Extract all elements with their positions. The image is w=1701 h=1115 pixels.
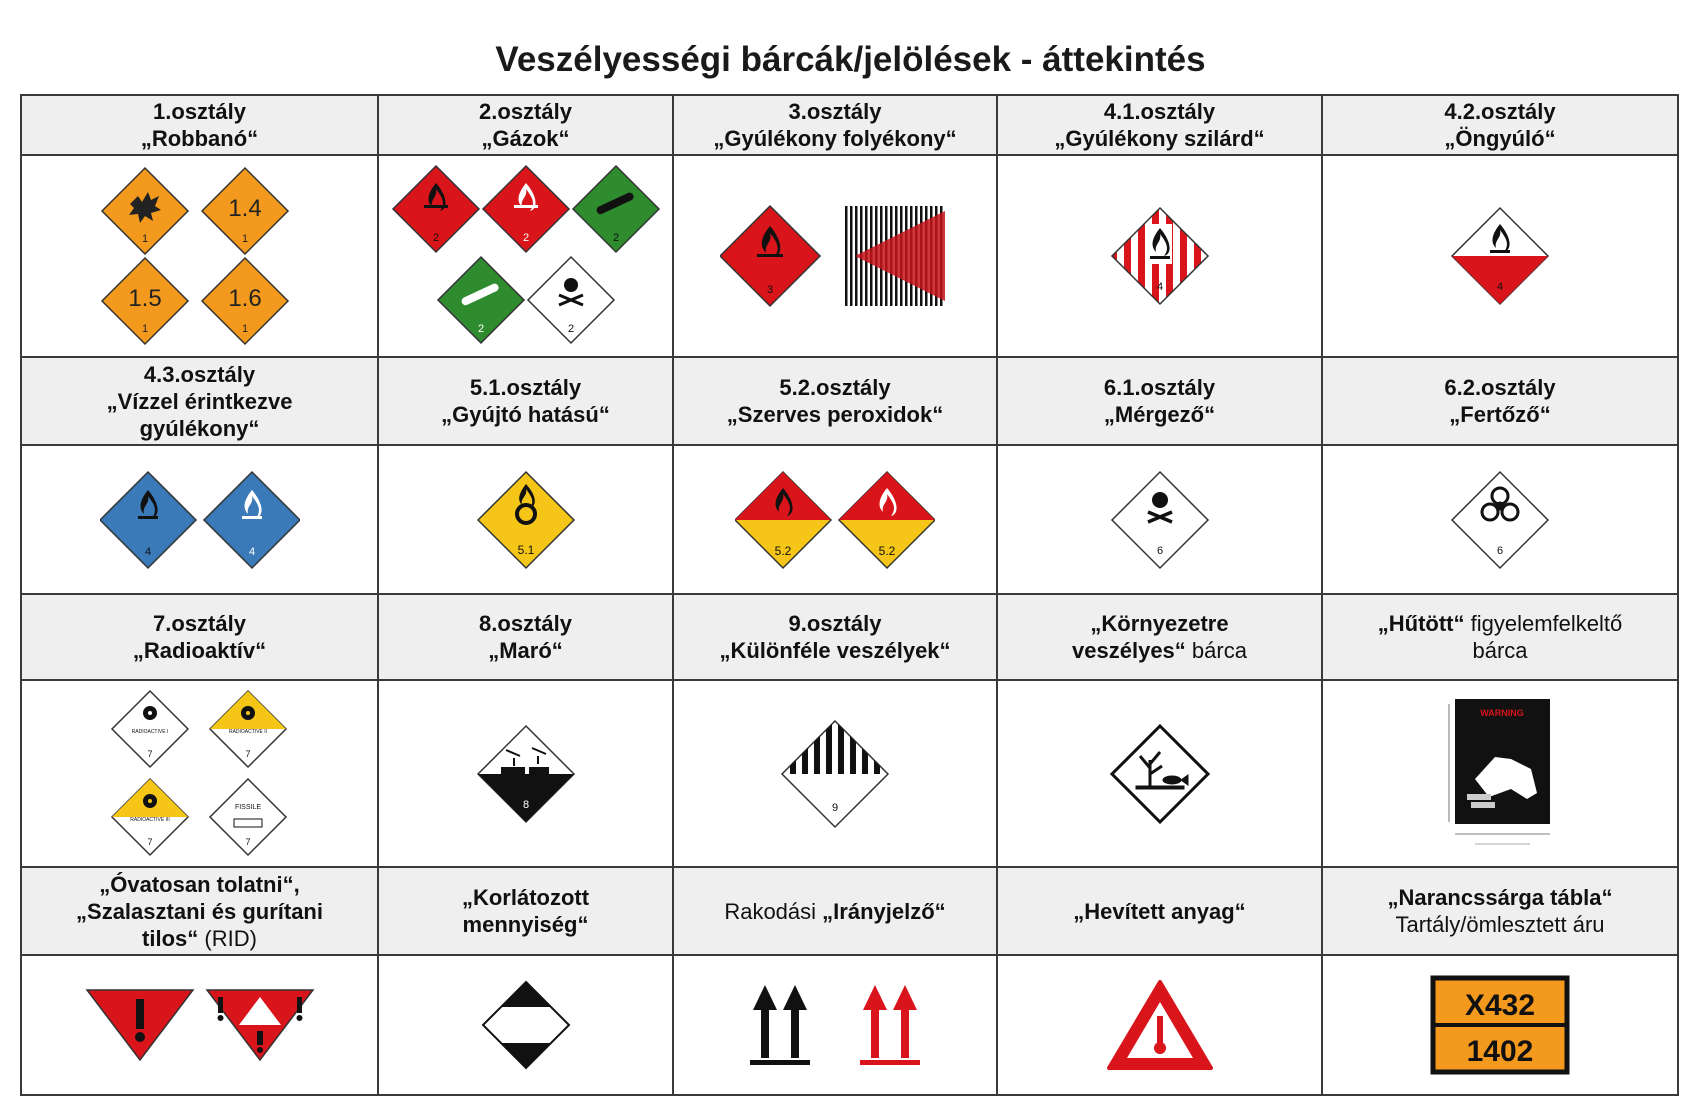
un-number: 1402	[1466, 1035, 1534, 1068]
header-class-6-2: 6.2.osztály „Fertőző“	[1322, 357, 1678, 445]
header-class-4-1: 4.1.osztály „Gyúlékony szilárd“	[997, 95, 1322, 155]
class-4-2-labels	[1322, 155, 1678, 357]
svg-text:1.4: 1.4	[227, 195, 262, 222]
class-8-labels	[378, 680, 673, 867]
page-title: Veszélyességi bárcák/jelölések - áttekintés	[495, 40, 1206, 79]
skull-crossbones-icon	[1152, 492, 1168, 508]
elevated-temperature-triangle	[1109, 982, 1211, 1068]
nonflammable-gas-diamond	[573, 166, 659, 252]
fissile-diamond	[210, 779, 286, 855]
orientation-arrows-red	[860, 985, 920, 1065]
toxic-gas-diamond	[528, 257, 614, 343]
header-heated: „Hevített anyag“	[997, 867, 1322, 955]
organic-peroxide-diamond	[735, 472, 831, 568]
up-arrow-icon	[753, 985, 777, 1058]
svg-text:5.1: 5.1	[517, 542, 534, 557]
header-orientation: Rakodási „Irányjelző“	[673, 867, 997, 955]
up-arrow-icon	[893, 985, 917, 1058]
flammable-solid-diamond	[1112, 208, 1208, 304]
header-class-4-3: 4.3.osztály „Vízzel érintkezve gyúlékony“	[21, 357, 378, 445]
explosive-diamond-1-4	[202, 168, 288, 254]
svg-text:1: 1	[141, 323, 148, 335]
up-arrow-icon	[863, 985, 887, 1058]
svg-text:6: 6	[1496, 544, 1504, 557]
heated-labels	[997, 955, 1322, 1095]
skull-icon	[564, 278, 578, 292]
cooled-labels	[1322, 680, 1678, 867]
class-1-labels	[21, 155, 378, 357]
svg-text:RADIOACTIVE III: RADIOACTIVE III	[129, 816, 170, 823]
header-row-2	[21, 357, 1678, 445]
header-class-3: 3.osztály „Gyúlékony folyékony“	[673, 95, 997, 155]
infectious-diamond	[1452, 472, 1548, 568]
svg-text:5.2: 5.2	[878, 543, 896, 558]
hazard-id-number: X432	[1464, 989, 1536, 1022]
environmentally-hazardous-diamond	[1112, 726, 1208, 822]
header-row-4	[21, 867, 1678, 955]
class-7-labels	[21, 680, 378, 867]
svg-text:3: 3	[766, 284, 774, 296]
svg-text:4: 4	[1496, 281, 1504, 293]
nonflammable-gas-white-diamond	[438, 257, 524, 343]
svg-text:4: 4	[1156, 281, 1163, 293]
svg-text:2: 2	[432, 232, 439, 244]
shunting-labels	[21, 955, 378, 1095]
hazard-label-table	[20, 94, 1679, 1096]
trefoil-icon	[143, 706, 157, 720]
svg-text:9: 9	[831, 801, 839, 814]
explosive-diamond-1-5	[102, 258, 188, 344]
svg-text:1: 1	[241, 323, 248, 335]
class-4-3-labels	[21, 445, 378, 594]
header-class-9: 9.osztály „Különféle veszélyek“	[673, 594, 997, 680]
explosive-diamond-1	[102, 168, 188, 254]
flammable-gas-white-diamond	[483, 166, 569, 252]
trefoil-icon	[143, 794, 157, 808]
elevated-temperature-stripes	[845, 206, 945, 306]
up-arrow-icon	[783, 985, 807, 1058]
exclamation-icon	[136, 999, 144, 1029]
header-class-5-2: 5.2.osztály „Szerves peroxidok“	[673, 357, 997, 445]
no-hump-shunting-triangle	[207, 990, 313, 1060]
svg-text:1.5: 1.5	[127, 285, 162, 312]
svg-text:7: 7	[244, 748, 251, 759]
svg-text:WARNING: WARNING	[1480, 707, 1524, 718]
flammable-gas-diamond	[393, 166, 479, 252]
class-6-2-labels	[1322, 445, 1678, 594]
dangerous-when-wet-white-diamond	[204, 472, 300, 568]
class-2-labels	[378, 155, 673, 357]
oxidizer-diamond	[478, 472, 574, 568]
svg-text:FISSILE: FISSILE	[234, 803, 261, 811]
class-3-labels	[673, 155, 997, 357]
svg-text:4: 4	[248, 545, 255, 558]
header-limited-quantity: „Korlátozott mennyiség“	[378, 867, 673, 955]
icon-row-4	[21, 955, 1678, 1095]
svg-text:1: 1	[241, 233, 248, 245]
class-5-1-labels	[378, 445, 673, 594]
radioactive-i-diamond	[112, 691, 188, 767]
organic-peroxide-white-diamond	[839, 472, 935, 568]
flammable-liquid-diamond	[720, 206, 820, 306]
spontaneously-combustible-diamond	[1452, 208, 1548, 304]
toxic-diamond	[1112, 472, 1208, 568]
svg-text:7: 7	[244, 836, 251, 847]
shunt-with-care-triangle	[87, 990, 193, 1060]
class-4-1-labels	[997, 155, 1322, 357]
svg-text:2: 2	[567, 323, 574, 335]
svg-text:2: 2	[477, 323, 484, 335]
header-class-5-1: 5.1.osztály „Gyújtó hatású“	[378, 357, 673, 445]
radioactive-iii-diamond	[112, 779, 188, 855]
header-class-7: 7.osztály „Radioaktív“	[21, 594, 378, 680]
icon-row-3	[21, 680, 1678, 867]
header-class-4-2: 4.2.osztály „Öngyúló“	[1322, 95, 1678, 155]
header-row-3	[21, 594, 1678, 680]
trefoil-icon	[241, 706, 255, 720]
class-6-1-labels	[997, 445, 1322, 594]
svg-text:RADIOACTIVE II: RADIOACTIVE II	[228, 728, 267, 735]
svg-text:1.6: 1.6	[227, 285, 262, 312]
class-5-2-labels	[673, 445, 997, 594]
header-cooled: „Hűtött“ figyelemfelkeltő bárca	[1322, 594, 1678, 680]
orange-plate-labels	[1322, 955, 1678, 1095]
icon-row-1	[21, 155, 1678, 357]
limited-quantity-labels	[378, 955, 673, 1095]
limited-quantity-diamond	[483, 982, 569, 1068]
explosive-diamond-1-6	[202, 258, 288, 344]
svg-text:2: 2	[522, 232, 529, 244]
svg-text:6: 6	[1156, 544, 1163, 557]
cooled-warning-sign	[1449, 699, 1550, 844]
svg-text:8: 8	[522, 798, 529, 811]
class-9-labels	[673, 680, 997, 867]
environment-labels	[997, 680, 1322, 867]
header-row-1	[21, 95, 1678, 155]
svg-text:7: 7	[146, 836, 153, 847]
svg-text:4: 4	[144, 545, 151, 558]
icon-row-2	[21, 445, 1678, 594]
header-orange-plate: „Narancssárga tábla“ Tartály/ömlesztett áru	[1322, 867, 1678, 955]
header-class-1: 1.osztály „Robbanó“	[21, 95, 378, 155]
header-environment: „Környezetre veszélyes“ bárca	[997, 594, 1322, 680]
header-shunting: „Óvatosan tolatni“, „Szalasztani és gurítani tilos“ (RID)	[21, 867, 378, 955]
exclamation-icon	[257, 1031, 263, 1045]
svg-text:7: 7	[146, 748, 153, 759]
orange-plate	[1433, 978, 1567, 1072]
svg-text:2: 2	[612, 232, 619, 244]
orientation-labels	[673, 955, 997, 1095]
svg-text:5.2: 5.2	[774, 543, 792, 558]
svg-text:RADIOACTIVE I: RADIOACTIVE I	[131, 728, 168, 735]
corrosive-diamond	[478, 726, 574, 822]
header-class-8: 8.osztály „Maró“	[378, 594, 673, 680]
orientation-arrows-black	[750, 985, 810, 1065]
header-class-2: 2.osztály „Gázok“	[378, 95, 673, 155]
dangerous-when-wet-diamond	[100, 472, 196, 568]
miscellaneous-diamond	[782, 719, 888, 827]
svg-text:1: 1	[141, 233, 148, 245]
radioactive-ii-diamond	[210, 691, 286, 767]
header-class-6-1: 6.1.osztály „Mérgező“	[997, 357, 1322, 445]
